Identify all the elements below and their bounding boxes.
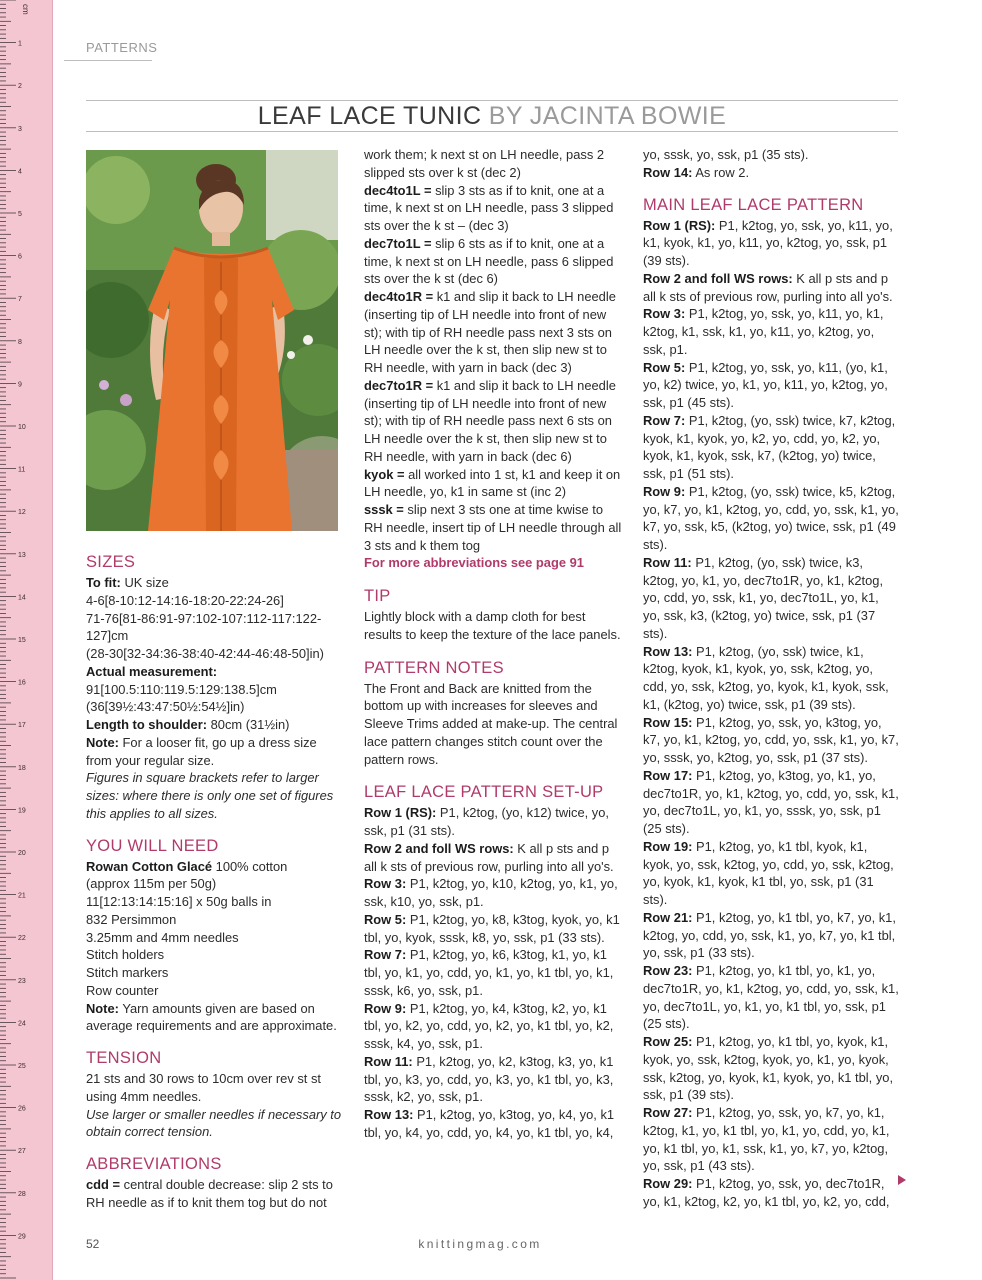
row-label: Row 29: [643,1176,693,1191]
main-row [643,1175,899,1211]
dec4to1R-text: k1 and slip it back to LH needle (inserting tip of LH needle into front of new st); with tip of RH needle pass next 3 sts on LH needle over the k st, then slip new st to RH needle, with yarn in back (dec 3) [364,289,616,375]
measuring-ruler [0,0,53,1280]
to-fit-line-2: 71-76[81-86:91-97:102-107:112-117:122-127]cm [86,610,322,644]
row-label: Row 5: [364,911,407,927]
ruler-number: 13 [18,551,26,559]
pattern-notes-text: The Front and Back are knitted from the bottom up with increases for sleeves and Sleeve Trims added at make-up. The central lace pattern changes stitch count over the pattern rows. [364,680,618,767]
row-label: Row 3: [364,876,407,892]
cdd-text: central double decrease: slip 2 sts to RH needle as if to knit them tog but do not [86,1177,333,1210]
column-2 [364,146,622,1142]
row-label: Row 23: [643,963,693,978]
tension-heading: TENSION [86,1049,162,1067]
column-1 [86,550,342,1212]
row-text: P1, k2tog, yo, k4, k3tog, k2, yo, k1 tbl, yo, k2, yo, cdd, yo, k2, yo, k1 tbl, yo, k2, sssk, k4, yo, ssk, p1. [364,1000,614,1051]
row-text: P1, k2tog, (yo, k12) twice, yo, ssk, p1 (31 sts). [364,805,610,838]
ruler-number: 12 [18,509,26,517]
tension-note [86,1106,342,1142]
row-text: P1, k2tog, yo, k8, k3tog, kyok, yo, k1 tbl, yo, kyok, sssk, k8, yo, ssk, p1 (33 sts). [364,911,620,945]
section-tag-rule [64,60,152,61]
figures-note-text: Figures in square brackets refer to larger sizes: where there is only one set of figures this applies to all sizes. [86,770,334,821]
yarn-value: 100% cotton [215,858,288,874]
page-number: 52 [86,1237,100,1251]
length-to-shoulder [86,716,342,734]
row-label: Row 19: [643,838,693,854]
more-abbreviations-text[interactable]: For more abbreviations see page 91 [364,555,584,571]
row-text: P1, k2tog, yo, k1 tbl, yo, k7, yo, k1, k2tog, yo, cdd, yo, ssk, k1, yo, k7, yo, k1 tbl, yo, ssk, p1 (33 sts). [643,909,896,961]
cdd-label: cdd = [86,1177,121,1192]
row-text: P1, k2tog, yo, ssk, yo, dec7to1R, yo, k1, k2tog, k2, yo, k1 tbl, yo, k2, yo, cdd, [643,1176,890,1209]
tip-heading: TIP [364,587,391,605]
setup-row [364,946,622,999]
abbr-kyok [364,466,622,502]
row-label: Row 2 and foll WS rows: [364,840,514,856]
row-text: P1, k2tog, yo, ssk, yo, k11, yo, k1, k2tog, k1, ssk, k1, yo, k11, yo, k2tog, yo, ssk, p1. [643,306,884,357]
dec7to1R-text: k1 and slip it back to LH needle (inserting tip of LH needle into front of new st); with tip of RH needle pass next 6 sts on LH needle over the k st, then slip new st to RH needle, with yarn in back (dec 6) [364,377,616,464]
title-bottom-rule [86,131,898,132]
ruler-number: 24 [18,1020,26,1028]
row-label: Row 21: [643,909,693,925]
row-text: K all p sts and p all k sts of previous row, purling into all yo's. [364,840,614,874]
ruler-number: 8 [18,338,22,346]
row-label: Row 9: [364,1000,407,1016]
tip-text: Lightly block with a damp cloth for best results to keep the texture of the lace panels. [364,609,621,642]
row-label: Row 5: [643,359,686,375]
to-fit [86,574,342,592]
ruler-number: 11 [18,466,26,474]
ruler-number: 17 [18,722,26,730]
row-label: Row 3: [643,306,686,322]
kyok-text: all worked into 1 st, k1 and keep it on LH needle, yo, k1 in same st (inc 2) [364,466,621,500]
to-fit-line-3: (28-30[32-34:36-38:40-42:44-46:48-50]in) [86,646,324,661]
row-text: P1, k2tog, (yo, ssk) twice, k5, k2tog, yo, k7, yo, k1, k2tog, yo, cdd, yo, ssk, k1, yo, k7, yo, ssk, k5, (k2tog, yo) twice, ssk, p1 (49 sts). [643,483,899,552]
setup-row [364,911,622,947]
row-label: Row 15: [643,714,693,730]
main-row [643,270,899,306]
sssk-label: sssk = [364,502,404,517]
yarn-weight: (approx 115m per 50g) [86,876,217,892]
setup-row [364,1000,622,1053]
main-pattern-heading: MAIN LEAF LACE PATTERN [643,195,864,214]
ruler-ticks [0,0,52,1280]
website-footer: knittingmag.com [418,1237,542,1251]
row-text: As row 2. [695,164,750,180]
ruler-number: 7 [18,296,22,304]
main-row [643,643,899,714]
title-author: BY JACINTA BOWIE [488,102,727,130]
section-tag: PATTERNS [86,40,158,55]
more-abbreviations-link[interactable] [364,554,622,572]
need-note-label: Note: [86,1000,119,1016]
ruler-number: 3 [18,125,22,133]
yarn [86,858,342,876]
dec7to1R-label: dec7to1R = [364,377,434,393]
row-label: Row 7: [364,947,407,963]
ruler-number: 29 [18,1233,26,1241]
cdd-continued: work them; k next st on LH needle, pass 2 slipped sts over k st (dec 2) [364,147,605,180]
row-label: Row 9: [643,483,686,499]
main-row [643,909,899,962]
abbr-cdd [86,1176,342,1212]
setup-row [364,875,622,911]
ruler-number: 4 [18,168,22,176]
continue-arrow-icon [898,1175,906,1185]
needles: 3.25mm and 4mm needles [86,929,239,945]
ruler-number: 1 [18,40,22,48]
page-title [86,100,898,132]
setup-continued: yo, sssk, yo, ssk, p1 (35 sts). [643,147,809,162]
ruler-number: 15 [18,637,26,644]
row-label: Row 2 and foll WS rows: [643,270,793,286]
note-label: Note: [86,734,119,750]
ruler-number: 19 [18,807,26,815]
setup-row [364,1053,622,1106]
tension-text: 21 sts and 30 rows to 10cm over rev st st using 4mm needles. [86,1071,321,1104]
main-row [643,554,899,643]
setup-heading: LEAF LACE PATTERN SET-UP [364,783,604,802]
to-fit-label: To fit: [86,575,121,590]
abbr-dec4to1L [364,182,622,235]
dec4to1R-label: dec4to1R = [364,289,434,304]
abbr-dec7to1L [364,235,622,288]
stitch-markers: Stitch markers [86,965,169,980]
setup-row [364,840,622,876]
row-counter: Row counter [86,982,159,998]
row-label: Row 11: [364,1053,413,1069]
ruler-number: 21 [18,892,26,900]
row-text: P1, k2tog, yo, ssk, yo, k11, yo, k1, kyok, k1, yo, k11, yo, k2tog, yo, ssk, p1 (39 sts). [643,217,893,268]
row-label: Row 1 (RS): [364,805,437,821]
setup-row [364,804,622,840]
main-row [643,305,899,358]
row-label: Row 7: [643,412,686,428]
sssk-text: slip next 3 sts one at time kwise to RH needle, insert tip of LH needle through all 3 sts and k them tog [364,502,622,553]
dec7to1L-text: slip 6 sts as if to knit, one at a time, k next st on LH needle, pass 6 slipped sts over the k st (dec 6) [364,235,614,287]
row-text: P1, k2tog, (yo, ssk) twice, k7, k2tog, kyok, k1, kyok, yo, k2, yo, cdd, yo, k2, yo, kyok, k1, kyok, ssk, k7, (k2tog, yo) twice, ssk, p1 (51 sts). [643,412,896,481]
row-label: Row 1 (RS): [643,217,716,233]
row-text: K all p sts and p all k sts of previous row, purling into all yo's. [643,270,893,304]
pattern-notes-heading: PATTERN NOTES [364,658,504,677]
length-label: Length to shoulder: [86,717,208,732]
abbr-sssk [364,501,622,554]
ruler-unit-label: cm [21,4,30,15]
column-3 [643,146,899,1211]
size-note [86,734,342,770]
actual-line-2: (36[39½:43:47:50½:54½]in) [86,699,245,715]
row-text: P1, k2tog, yo, k6, k3tog, k1, yo, k1 tbl, yo, k1, yo, cdd, yo, k1, yo, k1 tbl, yo, k1, sssk, k6, yo, ssk, p1. [364,947,614,998]
actual-measurement-label [86,663,342,681]
kyok-label: kyok = [364,466,405,482]
ruler-number: 23 [18,977,26,985]
main-row [643,483,899,554]
ruler-number: 5 [18,211,22,218]
ruler-number: 28 [18,1190,26,1198]
ruler-number: 9 [18,381,22,389]
need-note [86,1000,342,1036]
abbr-dec4to1R [364,288,622,377]
row-text: P1, k2tog, (yo, ssk) twice, k3, k2tog, yo, k1, yo, dec7to1R, yo, k1, k2tog, yo, cdd, yo, ssk, k1, yo, dec7to1L, yo, k1, yo, ssk, k3, (k2tog, yo) twice, ssk, p1 (37 sts). [643,554,884,641]
dec4to1L-label: dec4to1L = [364,182,432,198]
ruler-number: 14 [18,594,26,602]
balls: 11[12:13:14:15:16] x 50g balls in [86,894,272,909]
main-row [643,838,899,909]
ruler-number: 18 [18,764,26,772]
row-text: P1, k2tog, yo, ssk, yo, k3tog, yo, k7, yo, k1, k2tog, yo, cdd, yo, ssk, k1, yo, k7, yo, sssk, yo, k2tog, yo, ssk, p1 (37 sts). [643,714,899,765]
model-photo-illustration [86,150,338,531]
row-text: P1, k2tog, yo, k10, k2tog, yo, k1, yo, ssk, k10, yo, ssk, p1. [364,876,618,909]
main-row [643,714,899,767]
ruler-number: 25 [18,1063,26,1070]
row-text: P1, k2tog, yo, k1 tbl, yo, k1, yo, dec7to1R, yo, k1, k2tog, yo, cdd, yo, ssk, k1, yo, dec7to1L, yo, k1, yo, k1 tbl, yo, ssk, p1 (25 sts). [643,963,899,1032]
row-label: Row 11: [643,554,692,570]
stitch-holders: Stitch holders [86,947,165,963]
ruler-number: 20 [18,850,26,857]
you-will-need-heading: YOU WILL NEED [86,836,219,855]
row-label: Row 13: [643,643,693,659]
row-label: Row 14: [643,164,693,180]
model-photo [86,150,338,531]
row-text: P1, k2tog, yo, k3tog, yo, k1, yo, dec7to1R, yo, k1, k2tog, yo, cdd, yo, ssk, k1, yo, dec7to1L, yo, k1, yo, sssk, yo, ssk, p1 (25 sts). [643,767,899,836]
yarn-label: Rowan Cotton Glacé [86,858,213,874]
row-text: P1, k2tog, (yo, ssk) twice, k1, k2tog, kyok, k1, kyok, yo, ssk, k2tog, yo, cdd, yo, ssk, k2tog, yo, kyok, k1, kyok, ssk, k1, (k2tog, yo) twice, ssk, p1 (39 sts). [643,643,889,712]
tension-note-text: Use larger or smaller needles if necessary to obtain correct tension. [86,1106,342,1140]
abbreviations-heading: ABBREVIATIONS [86,1155,222,1173]
row-label: Row 27: [643,1105,693,1120]
row-text: P1, k2tog, yo, k1 tbl, yo, kyok, k1, kyok, yo, ssk, k2tog, kyok, yo, k1, yo, kyok, ssk, k2tog, yo, kyok, k1, kyok, yo, k1 tbl, yo, ssk, p1 (39 sts). [643,1034,894,1103]
main-row [643,767,899,838]
ruler-number: 16 [18,679,26,687]
row-text: P1, k2tog, yo, k1 tbl, kyok, k1, kyok, yo, ssk, k2tog, yo, cdd, yo, ssk, k2tog, yo, kyok, k1, kyok, k1 tbl, yo, ssk, p1 (31 sts). [643,838,894,907]
row-label: Row 25: [643,1034,693,1049]
row-text: P1, k2tog, yo, k3tog, yo, k4, yo, k1 tbl, yo, k4, yo, cdd, yo, k4, yo, k1 tbl, yo, k4, [364,1107,615,1140]
ruler-number: 27 [18,1148,26,1156]
row-label: Row 13: [364,1107,414,1122]
note-text: For a looser fit, go up a dress size from your regular size. [86,734,317,768]
title-main: LEAF LACE TUNIC [257,102,482,130]
setup-row [364,1106,622,1142]
row-text: P1, k2tog, yo, ssk, yo, k7, yo, k1, k2tog, k1, yo, k1 tbl, yo, k1, yo, cdd, yo, k1, yo, k1 tbl, yo, k1, ssk, k1, yo, k7, yo, k2tog, yo, ssk, p1 (43 sts). [643,1105,890,1174]
ruler-number: 22 [18,935,26,943]
dec4to1L-text: slip 3 sts as if to knit, one at a time, k next st on LH needle, pass 3 slipped sts over the k st – (dec 3) [364,182,614,233]
ruler-number: 2 [18,83,22,91]
row-text: P1, k2tog, yo, ssk, yo, k11, (yo, k1, yo, k2) twice, yo, k1, yo, k11, yo, k2tog, yo, ssk, p1 (45 sts). [643,359,888,410]
main-row [643,412,899,483]
setup-row-14 [643,164,899,182]
main-row [643,1033,899,1104]
figures-note [86,769,342,822]
need-note-text: Yarn amounts given are based on average requirements and are approximate. [86,1000,337,1034]
main-row [643,217,899,270]
ruler-number: 6 [18,253,22,261]
ruler-number: 10 [18,424,26,431]
shade: 832 Persimmon [86,911,177,927]
length-value: 80cm (31½in) [210,717,290,732]
dec7to1L-label: dec7to1L = [364,235,432,251]
main-row [643,359,899,412]
actual-line-1: 91[100.5:110:119.5:129:138.5]cm [86,681,277,697]
to-fit-value: UK size [124,575,169,590]
main-row [643,1104,899,1175]
row-text: P1, k2tog, yo, k2, k3tog, k3, yo, k1 tbl, yo, k3, yo, cdd, yo, k3, yo, k1 tbl, yo, k3, sssk, k2, yo, ssk, p1. [364,1053,614,1105]
main-row [643,962,899,1033]
ruler-number: 26 [18,1105,26,1113]
actual-label: Actual measurement: [86,663,218,679]
row-label: Row 17: [643,767,693,783]
sizes-heading: SIZES [86,553,136,571]
to-fit-line-1: 4-6[8-10:12-14:16-18:20-22:24-26] [86,592,284,608]
abbr-dec7to1R [364,377,622,466]
